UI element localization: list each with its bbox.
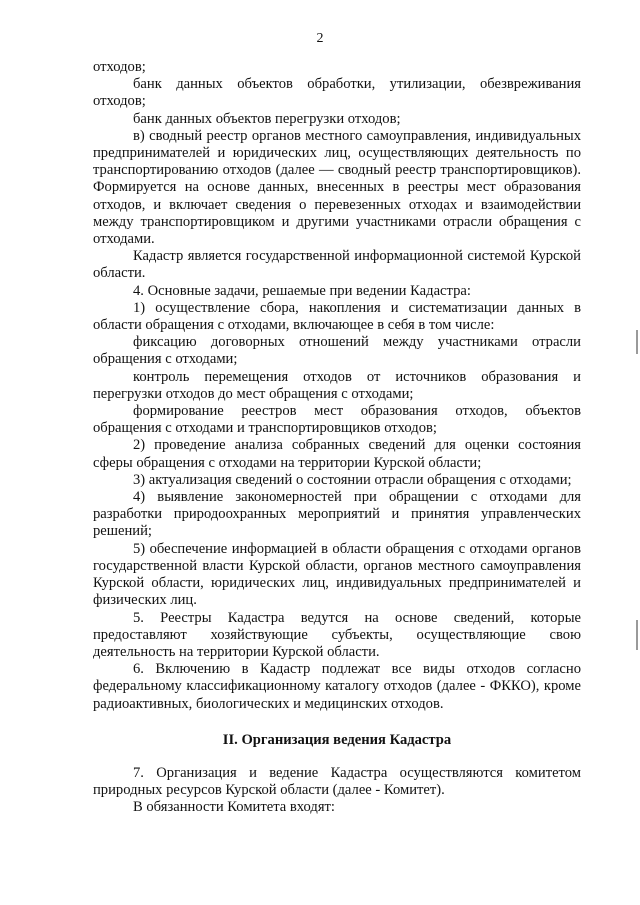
paragraph: 5) обеспечение информацией в области обращения с отходами органов государственной власти Курской области, органов местного самоуправления Курской области, юридических лиц, индивидуальных предпринимателей и физических лиц. [93, 540, 581, 609]
paragraph: фиксацию договорных отношений между участниками отрасли обращения с отходами; [93, 334, 581, 368]
section-1-continuation [93, 59, 581, 713]
paragraph: 5. Реестры Кадастра ведутся на основе сведений, которые предоставляют хозяйствующие субъекты, осуществляющие свою деятельность на территории Курской области. [93, 609, 581, 660]
paragraph: в) сводный реестр органов местного самоуправления, индивидуальных предпринимателей и юридических лиц, осуществляющих деятельность по транспортированию отходов (далее — сводный реестр транспортировщиков). Формируется на основе данных, внесенных в реестры мест образования отходов, и включает сведения о перевезенных отходах и взаимодействии между транспортировщиком и другими участниками отрасли обращения с отходами. [93, 127, 581, 248]
paragraph: банк данных объектов перегрузки отходов; [133, 110, 401, 127]
paragraph: отходов; [93, 59, 146, 75]
paragraph: формирование реестров мест образования отходов, объектов обращения с отходами и транспортировщиков отходов; [93, 403, 581, 437]
section-2-body [93, 765, 581, 817]
paragraph: 7. Организация и ведение Кадастра осуществляются комитетом природных ресурсов Курской области (далее - Комитет). [93, 764, 581, 799]
scan-edge-mark [636, 330, 638, 354]
scan-edge-mark [636, 620, 638, 650]
paragraph: Кадастр является государственной информационной системой Курской области. [93, 248, 581, 282]
paragraph: 1) осуществление сбора, накопления и систематизации данных в области обращения с отходами, включающее в себя в том числе: [93, 299, 581, 334]
paragraph: 6. Включению в Кадастр подлежат все виды отходов согласно федеральному классификационному каталогу отходов (далее - ФККО), кроме радиоактивных, биологических и медицинских отходов. [93, 661, 581, 712]
paragraph: В обязанности Комитета входят: [133, 799, 335, 816]
document-body [93, 59, 581, 817]
paragraph: 4. Основные задачи, решаемые при ведении Кадастра: [133, 282, 471, 299]
paragraph: 4) выявление закономерностей при обращении с отходами для разработки природоохранных мероприятий и принятия управленческих решений; [93, 489, 581, 540]
page-number: 2 [316, 31, 324, 46]
paragraph: 3) актуализация сведений о состоянии отрасли обращения с отходами; [133, 471, 572, 488]
section-heading: II. Организация ведения Кадастра [222, 731, 452, 748]
paragraph: банк данных объектов обработки, утилизации, обезвреживания отходов; [93, 76, 581, 110]
paragraph: 2) проведение анализа собранных сведений для оценки состояния сферы обращения с отходами на территории Курской области; [93, 437, 581, 471]
paragraph: контроль перемещения отходов от источников образования и перегрузки отходов до мест обращения с отходами; [93, 368, 581, 402]
